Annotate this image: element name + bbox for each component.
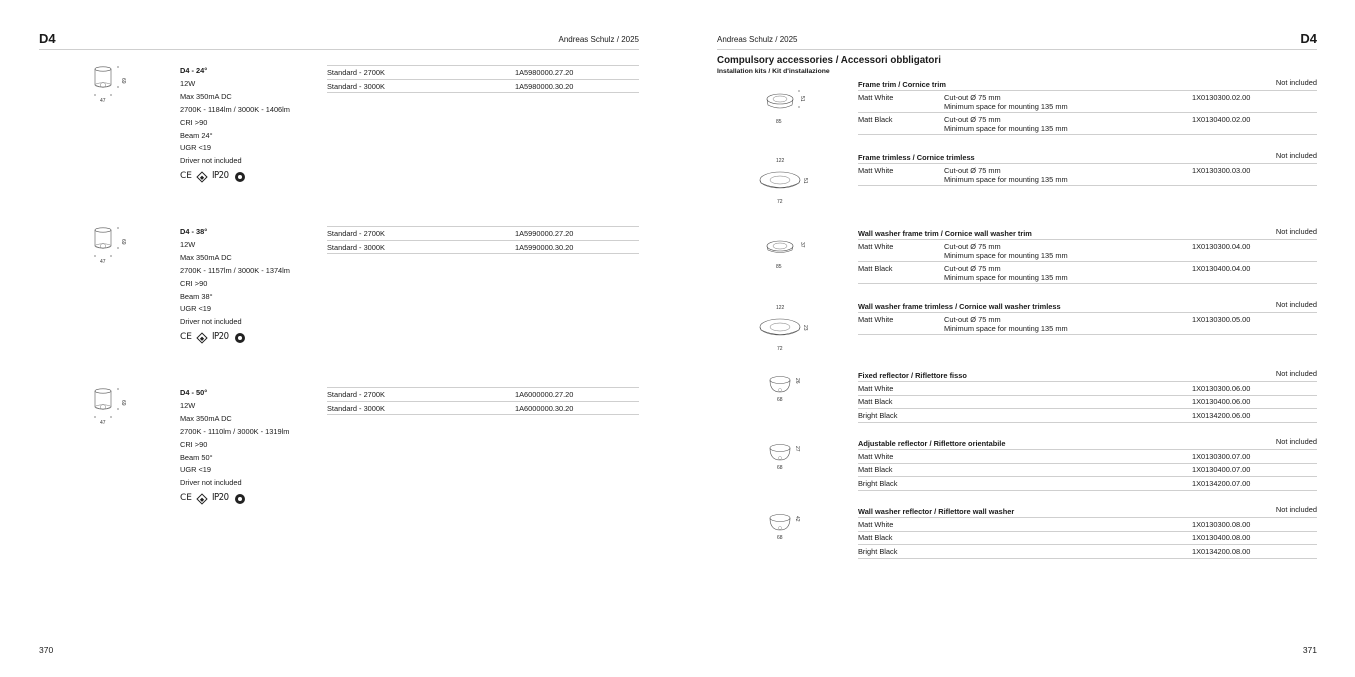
class-diamond-icon xyxy=(196,493,207,504)
article-code: 1X0130300.04.00 xyxy=(1192,241,1251,251)
accessory-description xyxy=(944,315,1068,335)
spec-line: Max 350mA DC xyxy=(180,252,232,262)
accessory-title: Frame trim / Cornice trim xyxy=(858,80,946,89)
finish-name: Bright Black xyxy=(858,546,898,556)
product-title: D4 - 38° xyxy=(180,227,208,236)
accessories-subtitle: Installation kits / Kit d'installazione xyxy=(717,68,830,75)
spec-line: Beam 38° xyxy=(180,291,213,301)
ip-rating: IP20 xyxy=(211,170,229,182)
accessory-title: Wall washer reflector / Riflettore wall washer xyxy=(858,507,1015,516)
accessory-drawing xyxy=(758,301,818,351)
variant-name: Standard - 2700K xyxy=(327,390,385,399)
article-code: 1X0130300.08.00 xyxy=(1192,519,1251,529)
cut-out-text: Cut-out Ø 75 mm xyxy=(944,165,1001,175)
accessory-header xyxy=(858,79,1317,91)
cut-out-text: Cut-out Ø 75 mm xyxy=(944,92,1001,102)
variant-name: Standard - 2700K xyxy=(327,229,385,238)
article-code: 1X0130300.03.00 xyxy=(1192,165,1251,175)
accessory-header xyxy=(858,152,1317,164)
spec-line: Driver not included xyxy=(180,478,242,488)
height-label: 51 xyxy=(799,96,805,102)
not-included-note: Not included xyxy=(1275,300,1317,309)
table-row xyxy=(858,450,1317,464)
accessory-block xyxy=(858,79,1317,135)
height-label: 51 xyxy=(802,178,808,184)
mounting-space-text: Minimum space for mounting 135 mm xyxy=(944,102,1068,112)
finish-name: Matt White xyxy=(858,241,894,251)
accessory-block xyxy=(858,438,1317,491)
accessory-drawing xyxy=(758,83,818,133)
accessory-description xyxy=(944,166,1068,186)
mounting-space-text: Minimum space for mounting 135 mm xyxy=(944,251,1068,261)
table-row xyxy=(327,240,639,255)
article-code: 1X0134200.08.00 xyxy=(1192,546,1251,556)
accessory-description xyxy=(944,264,1068,284)
spec-line: UGR <19 xyxy=(180,304,212,314)
finish-name: Matt White xyxy=(858,165,894,175)
accessory-title: Wall washer frame trim / Cornice wall washer trim xyxy=(858,229,1032,238)
spec-line: 2700K - 1157lm / 3000K - 1374lm xyxy=(180,265,290,275)
finish-name: Matt Black xyxy=(858,114,893,124)
dimmable-circle-icon xyxy=(235,494,245,504)
table-row xyxy=(858,262,1317,284)
width-label: 68 xyxy=(777,535,783,541)
table-row xyxy=(327,387,639,401)
table-row xyxy=(327,79,639,94)
finish-name: Matt Black xyxy=(858,465,893,474)
cut-out-text: Cut-out Ø 75 mm xyxy=(944,314,1001,324)
dimmable-circle-icon xyxy=(235,172,245,182)
spec-line: 12W xyxy=(180,400,196,410)
cut-out-text: Cut-out Ø 75 mm xyxy=(944,241,1001,251)
spec-line: Max 350mA DC xyxy=(180,413,232,423)
variant-code: 1A6000000.30.20 xyxy=(515,403,574,413)
fixture-height-label: 69 xyxy=(120,78,126,84)
mounting-space-text: Minimum space for mounting 135 mm xyxy=(944,175,1068,185)
not-included-note: Not included xyxy=(1275,151,1317,160)
product-specs xyxy=(180,387,289,505)
author-year: Andreas Schulz / 2025 xyxy=(717,35,798,44)
finish-name: Matt White xyxy=(858,383,894,393)
fixture-width-label: 47 xyxy=(100,420,106,426)
finish-name: Matt White xyxy=(858,451,894,461)
spec-line: CRI >90 xyxy=(180,439,208,449)
spec-line: Max 350mA DC xyxy=(180,91,232,101)
accessory-header xyxy=(858,506,1317,518)
class-diamond-icon xyxy=(196,332,207,343)
article-code: 1X0134200.07.00 xyxy=(1192,478,1251,488)
table-row xyxy=(858,464,1317,478)
variant-name: Standard - 2700K xyxy=(327,68,385,77)
not-included-note: Not included xyxy=(1275,78,1317,87)
class-diamond-icon xyxy=(196,171,207,182)
fixture-height-label: 69 xyxy=(120,400,126,406)
height-label: 23 xyxy=(802,325,808,331)
fixture-drawing xyxy=(85,387,130,427)
ip-rating: IP20 xyxy=(211,331,229,343)
table-row xyxy=(327,65,639,79)
mounting-space-text: Minimum space for mounting 135 mm xyxy=(944,273,1068,283)
variant-code: 1A5980000.27.20 xyxy=(515,68,574,77)
accessory-block xyxy=(858,370,1317,423)
mounting-space-text: Minimum space for mounting 135 mm xyxy=(944,324,1068,334)
ce-mark: CE xyxy=(180,332,192,343)
cut-out-text: Cut-out Ø 75 mm xyxy=(944,114,1001,124)
spec-line: 2700K - 1184lm / 3000K - 1406lm xyxy=(180,104,290,114)
variant-code: 1A5990000.27.20 xyxy=(515,229,574,238)
accessory-description xyxy=(944,93,1068,113)
accessory-header xyxy=(858,301,1317,313)
finish-name: Matt White xyxy=(858,314,894,324)
author-year: Andreas Schulz / 2025 xyxy=(558,35,639,44)
not-included-note: Not included xyxy=(1275,505,1317,514)
accessory-header xyxy=(858,438,1317,450)
article-code: 1X0130400.04.00 xyxy=(1192,263,1251,273)
fixture-height-label: 69 xyxy=(120,239,126,245)
table-row xyxy=(327,401,639,416)
accessory-block xyxy=(858,506,1317,559)
table-row xyxy=(858,396,1317,410)
table-row xyxy=(858,91,1317,113)
product-specs xyxy=(180,65,290,183)
article-code: 1X0130400.06.00 xyxy=(1192,397,1251,406)
table-row xyxy=(858,518,1317,532)
article-code: 1X0130400.07.00 xyxy=(1192,465,1251,474)
variant-table xyxy=(327,387,639,415)
accessory-description xyxy=(944,115,1068,135)
accessory-drawing xyxy=(758,154,818,204)
not-included-note: Not included xyxy=(1275,437,1317,446)
accessory-title: Frame trimless / Cornice trimless xyxy=(858,153,975,162)
accessory-title: Wall washer frame trimless / Cornice wall washer trimless xyxy=(858,302,1061,311)
outer-diameter-label: 122 xyxy=(776,158,785,164)
spec-line: CRI >90 xyxy=(180,117,208,127)
fixture-drawing xyxy=(85,226,130,266)
table-row xyxy=(858,113,1317,135)
finish-name: Matt Black xyxy=(858,533,893,542)
variant-table xyxy=(327,65,639,93)
certifications xyxy=(180,492,289,505)
cut-out-text: Cut-out Ø 75 mm xyxy=(944,263,1001,273)
inner-diameter-label: 72 xyxy=(777,199,783,205)
table-row xyxy=(858,532,1317,546)
table-row xyxy=(858,382,1317,396)
accessory-drawing xyxy=(758,506,818,556)
table-row xyxy=(858,164,1317,186)
accessories-title: Compulsory accessories / Accessori obbligatori xyxy=(717,55,941,66)
height-label: 42 xyxy=(794,516,800,522)
mounting-space-text: Minimum space for mounting 135 mm xyxy=(944,124,1068,134)
accessory-block xyxy=(858,301,1317,335)
variant-name: Standard - 3000K xyxy=(327,403,385,413)
article-code: 1X0134200.06.00 xyxy=(1192,410,1251,420)
header-divider xyxy=(39,49,639,50)
spec-line: Beam 50° xyxy=(180,452,213,462)
accessory-block xyxy=(858,228,1317,284)
table-row xyxy=(858,545,1317,559)
variant-code: 1A6000000.27.20 xyxy=(515,390,574,399)
spec-line: CRI >90 xyxy=(180,278,208,288)
finish-name: Matt White xyxy=(858,519,894,529)
page-number: 370 xyxy=(39,645,54,655)
finish-name: Bright Black xyxy=(858,478,898,488)
accessory-drawing xyxy=(758,436,818,486)
product-title: D4 - 50° xyxy=(180,388,208,397)
header-divider xyxy=(717,49,1317,50)
variant-name: Standard - 3000K xyxy=(327,81,385,91)
width-label: 68 xyxy=(777,465,783,471)
not-included-note: Not included xyxy=(1275,369,1317,378)
spec-line: Beam 24° xyxy=(180,130,213,140)
left-page xyxy=(0,0,677,677)
spec-line: 12W xyxy=(180,78,196,88)
accessory-block xyxy=(858,152,1317,186)
accessory-description xyxy=(944,242,1068,262)
finish-name: Matt Black xyxy=(858,397,893,406)
accessory-title: Adjustable reflector / Riflettore orientabile xyxy=(858,439,1006,448)
finish-name: Matt Black xyxy=(858,263,893,273)
table-row xyxy=(327,226,639,240)
fixture-width-label: 47 xyxy=(100,98,106,104)
outer-diameter-label: 122 xyxy=(776,305,785,311)
accessory-title: Fixed reflector / Riflettore fisso xyxy=(858,371,967,380)
variant-name: Standard - 3000K xyxy=(327,242,385,252)
accessory-header xyxy=(858,228,1317,240)
spec-line: UGR <19 xyxy=(180,465,212,475)
ce-mark: CE xyxy=(180,493,192,504)
variant-code: 1A5980000.30.20 xyxy=(515,81,574,91)
article-code: 1X0130300.05.00 xyxy=(1192,314,1251,324)
article-code: 1X0130300.06.00 xyxy=(1192,383,1251,393)
spec-line: 12W xyxy=(180,239,196,249)
table-row xyxy=(858,409,1317,423)
spec-line: Driver not included xyxy=(180,156,242,166)
article-code: 1X0130400.02.00 xyxy=(1192,114,1251,124)
spec-line: Driver not included xyxy=(180,317,242,327)
accessory-drawing xyxy=(758,368,818,418)
certifications xyxy=(180,331,290,344)
height-label: 37 xyxy=(799,242,805,248)
spec-line: 2700K - 1110lm / 3000K - 1319lm xyxy=(180,426,290,436)
fixture-width-label: 47 xyxy=(100,259,106,265)
right-page xyxy=(678,0,1355,677)
accessory-header xyxy=(858,370,1317,382)
table-row xyxy=(858,477,1317,491)
accessory-drawing xyxy=(758,230,818,280)
variant-code: 1A5990000.30.20 xyxy=(515,242,574,252)
finish-name: Bright Black xyxy=(858,410,898,420)
section-title: D4 xyxy=(39,31,56,46)
certifications xyxy=(180,170,290,183)
fixture-drawing xyxy=(85,65,130,105)
ce-mark: CE xyxy=(180,171,192,182)
not-included-note: Not included xyxy=(1275,227,1317,236)
ip-rating: IP20 xyxy=(211,492,229,504)
finish-name: Matt White xyxy=(858,92,894,102)
dimmable-circle-icon xyxy=(235,333,245,343)
article-code: 1X0130300.02.00 xyxy=(1192,92,1251,102)
width-label: 85 xyxy=(776,264,782,270)
product-title: D4 - 24° xyxy=(180,66,208,75)
page-number: 371 xyxy=(1302,645,1317,655)
spec-line: UGR <19 xyxy=(180,143,212,153)
table-row xyxy=(858,240,1317,262)
article-code: 1X0130400.08.00 xyxy=(1192,533,1251,542)
product-specs xyxy=(180,226,290,344)
variant-table xyxy=(327,226,639,254)
height-label: 27 xyxy=(794,446,800,452)
width-label: 68 xyxy=(777,397,783,403)
table-row xyxy=(858,313,1317,335)
section-title: D4 xyxy=(1300,31,1317,46)
height-label: 26 xyxy=(794,378,800,384)
inner-diameter-label: 72 xyxy=(777,346,783,352)
article-code: 1X0130300.07.00 xyxy=(1192,451,1251,461)
width-label: 85 xyxy=(776,119,782,125)
